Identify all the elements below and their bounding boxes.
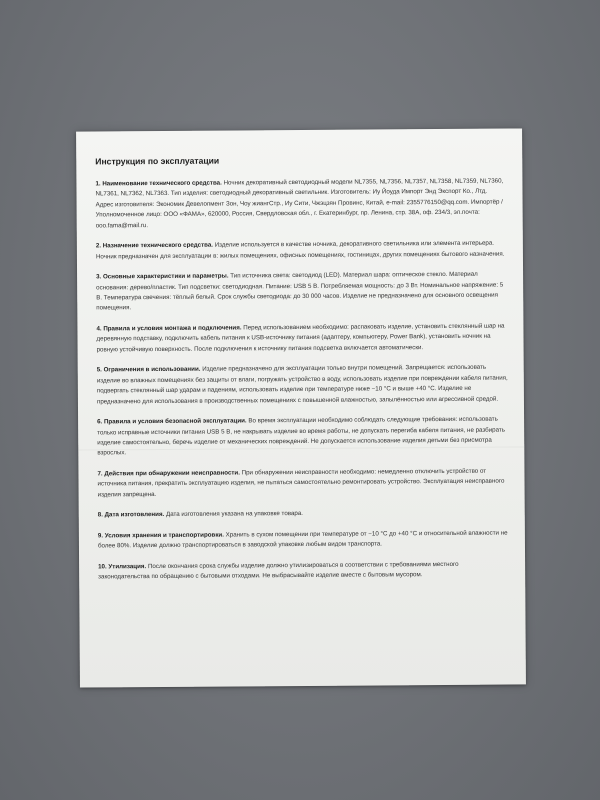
section-heading: 8. Дата изготовления. — [97, 511, 165, 519]
section-text: При обнаружении неисправности необходимо: немедленно отключить устройство от источника питания, прекратить эксплуатацию изделия, не пытаться самостоятельно ремонтировать устройство. Эксплуатация неисправного изделия запрещена. — [97, 467, 505, 499]
document-title: Инструкция по эксплуатации — [95, 155, 220, 167]
section-text: Тип источника света: светодиод (LED). Материал шара: оптическое стекло. Материал основания: дерево/пластик. Тип подсветки: светодиодная. Питание: USB 5 В. Потребляемая мощность: до 3 Вт. Номинальное напряжение: 5 В. Температура свечения: тёплый белый. Срок службы светодиода: до 30 000 часов. Изделие не предназначено для основного освещения помещения. — [96, 270, 504, 312]
section-text: Перед использованием необходимо: распаковать изделие, установить стеклянный шар на деревянную подставку, подключить кабель питания к USB-источнику питания (адаптеру, компьютеру, Power Bank), установить ночник на ровную устойчивую поверхность. После подключения к источнику питания подсветка включается автоматически. — [96, 322, 505, 354]
section-technical-means — [95, 177, 506, 232]
section-heading: 3. Основные характеристики и параметры. — [96, 272, 229, 281]
section-heading: 4. Правила и условия монтажа и подключения. — [96, 324, 242, 333]
section-text: Ночник декоративный светодиодный модели NL7355, NL7356, NL7357, NL7358, NL7359, NL7360, NL7361, NL7362, NL7363. Тип изделия: светодиодный декоративный светильник. Изготовитель: Иу Йоуда Импорт Энд Экспорт Ко., Лтд. Адрес изготовителя: Экономик Девелопмент Зон, Чоу жиангСтр., Иу Сити, Чжэцзян Провинс, Китай, e-mail: 2355776150@qq.com. Импортёр / Уполномоченное лицо: ООО «ФАМА», 620000, Россия, Свердловская обл., г. Екатеринбург, пр. Ленина, стр. 38А, оф. 234/3, эл.почта: ooo.fama@mail.ru. — [95, 177, 504, 230]
section-text: Хранить в сухом помещении при температуре от −10 °C до +40 °C и относительной влажности не более 80%. Изделие должно транспортироваться в заводской упаковке любым видом транспорта. — [97, 529, 508, 550]
section-heading: 7. Действия при обнаружении неисправности. — [97, 469, 240, 478]
section-heading: 9. Условия хранения и транспортировки. — [97, 531, 224, 540]
section-text: Дата изготовления указана на упаковке товара. — [164, 510, 304, 519]
instruction-sheet — [76, 128, 526, 687]
section-safety — [97, 415, 508, 459]
section-text: После окончания срока службы изделие должно утилизироваться в соответствии с требованиями местного законодательства по обращению с бытовыми отходами. Не выбрасывайте изделие вместе с бытовым мусором. — [98, 560, 459, 581]
section-heading: 2. Назначение технического средства. — [95, 241, 214, 250]
section-purpose — [96, 239, 507, 263]
section-heading: 5. Ограничения в использовании. — [96, 366, 201, 374]
section-installation — [96, 322, 507, 356]
section-storage — [98, 529, 509, 553]
section-heading: 6. Правила и условия безопасной эксплуатации. — [97, 417, 247, 426]
section-manufacture-date — [98, 508, 509, 521]
section-heading: 10. Утилизация. — [98, 563, 147, 571]
section-text: Изделие используется в качестве ночника, декоративного светильника или элемента интерьера. Ночник предназначен для эксплуатации в: жилых помещениях, офисных помещениях, гостиницах, других помещениях бытового назначения. — [95, 239, 505, 261]
section-characteristics — [96, 270, 507, 314]
section-disposal — [98, 560, 509, 584]
section-restrictions — [97, 363, 508, 407]
section-malfunction — [97, 467, 508, 501]
section-text: Во время эксплуатации необходимо соблюдать следующие требования: использовать только исправные источники питания USB 5 В, не накрывать изделие во время работы, не допускать перегиба кабеля питания, не разбирать изделие самостоятельно, беречь изделие от механических повреждений. Не допускается использование изделия детьми без присмотра взрослых. — [97, 415, 506, 457]
section-text: Изделие предназначено для эксплуатации только внутри помещений. Запрещается: использовать изделие во влажных помещениях без защиты от влаги, погружать устройство в воду, использовать изделие при повреждении кабеля питания, подвергать стеклянный шар ударам и падениям, использовать изделие при температуре ниже −10 °C и выше +40 °C. Изделие не предназначено для использования в производственных помещениях с повышенной влажностью, запылённостью или агрессивной средой. — [96, 364, 508, 406]
section-heading: 1. Наименование технического средства. — [95, 179, 222, 188]
